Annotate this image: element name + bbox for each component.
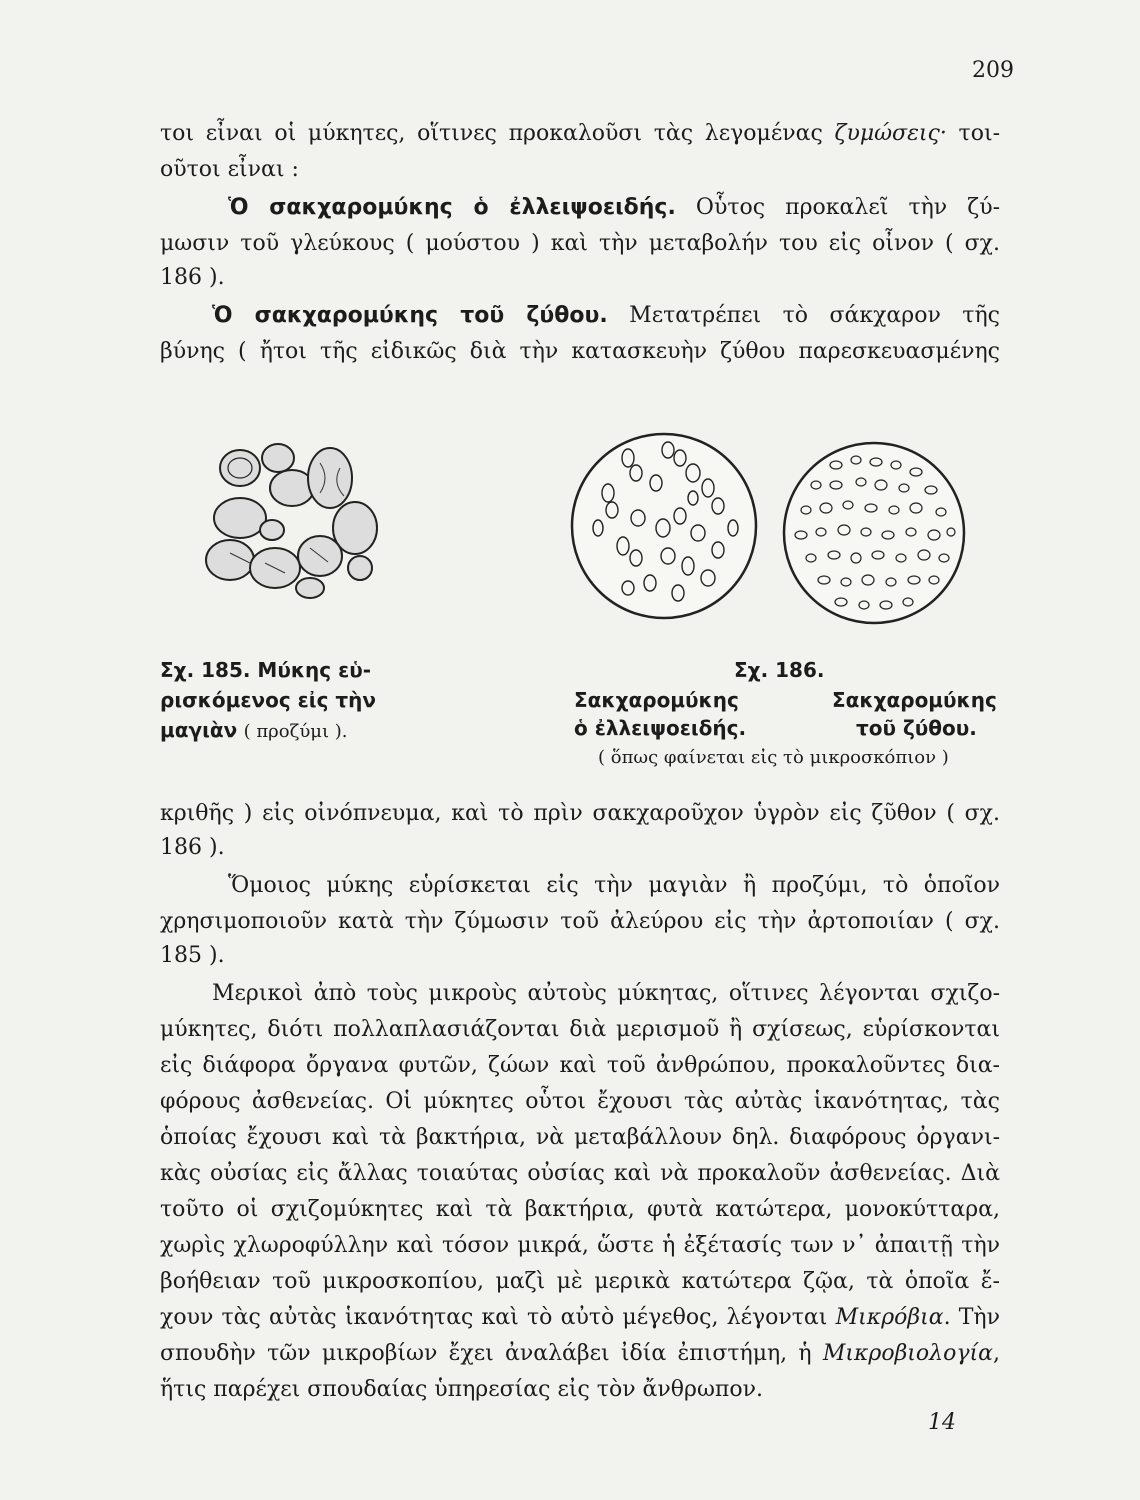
- figure-186-right-title: Σακχαρομύκης: [832, 688, 997, 712]
- body-line: τοι εἶναι οἱ μύκητες, οἵτινες προκαλοῦσι τὰς λεγομένας ζυμώσεις· τοι-: [160, 121, 1001, 146]
- figure-186-left-title: ὁ ἐλλειψοειδής.: [574, 716, 747, 740]
- body-line: μωσιν τοῦ γλεύκους ( μούστου ) καὶ τὴν μεταβολήν του εἰς οἶνον ( σχ.: [160, 231, 1000, 256]
- figure-186-beer-yeast-microscope-view: [776, 440, 972, 626]
- figure-185-caption-line: μαγιὰν ( προζύμι ).: [160, 718, 348, 742]
- body-line: ὁποίας ἔχουσι καὶ τὰ βακτήρια, νὰ μεταβάλλουν δηλ. διαφόρους ὀργανι-: [160, 1125, 1000, 1150]
- figure-185-caption-line: Σχ. 185. Μύκης εὑ-: [160, 658, 372, 682]
- body-line: Μερικοὶ ἀπὸ τοὺς μικροὺς αὐτοὺς μύκητας, οἵτινες λέγονται σχιζο-: [212, 981, 1000, 1006]
- body-line: βοήθειαν τοῦ μικροσκοπίου, μαζὶ μὲ μερικὰ κατώτερα ζῷα, τὰ ὁποῖα ἔ-: [160, 1269, 1000, 1294]
- body-line: 186 ).: [160, 265, 225, 290]
- body-line: χωρὶς χλωροφύλλην καὶ τόσον μικρά, ὥστε ἡ ἐξέτασίς των ν᾽ ἀπαιτῇ τὴν: [160, 1233, 1000, 1258]
- body-line: οῦτοι εἶναι :: [160, 157, 299, 182]
- body-line: φόρους ἀσθενείας. Οἱ μύκητες οὗτοι ἔχουσι τὰς αὐτὰς ἱκανότητας, τὰς: [160, 1089, 1000, 1114]
- body-line: σπουδὴν τῶν μικροβίων ἔχει ἀναλάβει ἰδία ἐπιστήμη, ἡ Μικροβιολογία,: [160, 1341, 1000, 1366]
- section-heading-line: Ὁ σακχαρομύκης τοῦ ζύθου. Μετατρέπει τὸ σάκχαρον τῆς: [212, 303, 1000, 328]
- figure-185-caption-line: ρισκόμενος εἰς τὴν: [160, 688, 377, 712]
- body-line: βύνης ( ἤτοι τῆς εἰδικῶς διὰ τὴν κατασκευὴν ζύθου παρεσκευασμένης: [160, 339, 1000, 364]
- term-heading: Ὁ σακχαρομύκης ὁ ἐλλειψοειδής.: [228, 195, 676, 220]
- section-heading-line: Ὁ σακχαρομύκης ὁ ἐλλειψοειδής. Οὗτος προκαλεῖ τὴν ζύ-: [228, 195, 1001, 220]
- body-line: τοῦτο οἱ σχιζομύκητες καὶ τὰ βακτήρια, φυτὰ κατώτερα, μονοκύτταρα,: [160, 1197, 1000, 1222]
- figure-186-note: ( ὅπως φαίνεται εἰς τὸ μικροσκόπιον ): [598, 747, 949, 768]
- figure-186-left-title: Σακχαρομύκης: [574, 688, 739, 712]
- body-line: χουν τὰς αὐτὰς ἱκανότητας καὶ τὸ αὐτὸ μέγεθος, λέγονται Μικρόβια. Τὴν: [160, 1305, 1000, 1330]
- figure-185-yeast-illustration: [200, 438, 390, 608]
- body-line: 185 ).: [160, 943, 225, 968]
- body-line: μύκητες, διότι πολλαπλασιάζονται διὰ μερισμοῦ ἢ σχίσεως, εὑρίσκονται: [160, 1017, 1000, 1042]
- body-line: 186 ).: [160, 835, 225, 860]
- body-line: κριθῆς ) εἰς οἰνόπνευμα, καὶ τὸ πρὶν σακχαροῦχον ὑγρὸν εἰς ζῦθον ( σχ.: [160, 801, 1000, 826]
- figure-186-right-title: τοῦ ζύθου.: [856, 716, 977, 740]
- body-line: εἰς διάφορα ὄργανα φυτῶν, ζώων καὶ τοῦ ἀνθρώπου, προκαλοῦντες δια-: [160, 1053, 1000, 1078]
- body-line: χρησιμοποιοῦν κατὰ τὴν ζύμωσιν τοῦ ἀλεύρου εἰς τὴν ἀρτοποιίαν ( σχ.: [160, 909, 1000, 934]
- figure-186-ellipsoid-yeast-microscope-view: [568, 428, 760, 624]
- body-line: Ὅμοιος μύκης εὑρίσκεται εἰς τὴν μαγιὰν ἢ προζύμι, τὸ ὁποῖον: [228, 873, 1000, 898]
- page-number: 209: [972, 58, 1014, 83]
- term-heading: Ὁ σακχαρομύκης τοῦ ζύθου.: [212, 303, 608, 328]
- figure-186-label: Σχ. 186.: [734, 658, 825, 682]
- body-line: ἥτις παρέχει σπουδαίας ὑπηρεσίας εἰς τὸν ἄνθρωπον.: [160, 1377, 763, 1402]
- body-line: κὰς οὐσίας εἰς ἄλλας τοιαύτας οὐσίας καὶ νὰ προκαλοῦν ἀσθενείας. Διὰ: [160, 1161, 1000, 1186]
- signature-mark: 14: [928, 1410, 956, 1435]
